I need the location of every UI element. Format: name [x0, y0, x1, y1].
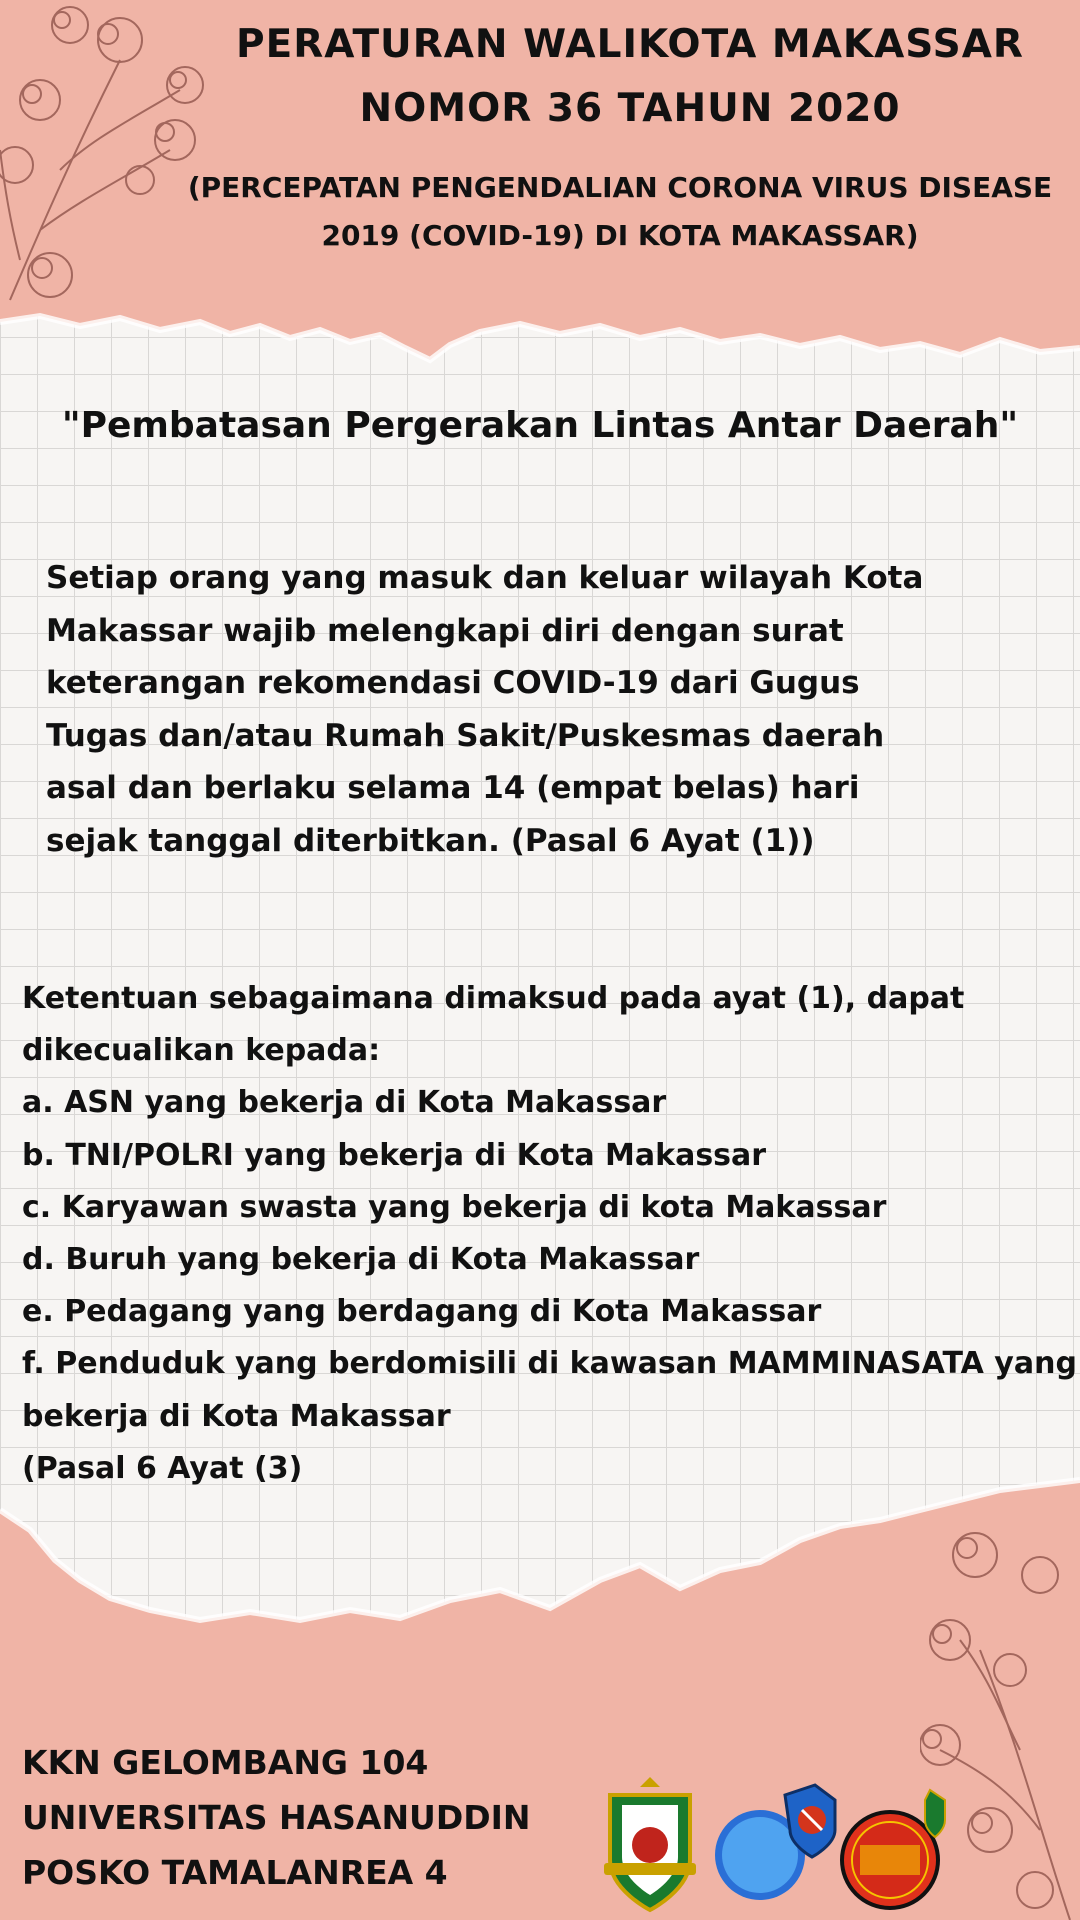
logos-row	[600, 1775, 960, 1915]
subtitle-line-2: 2019 (COVID-19) DI KOTA MAKASSAR)	[321, 219, 919, 252]
inovasi-badge-icon	[715, 1785, 835, 1900]
list-item: f. Penduduk yang berdomisili di kawasan MAMMINASATA yang	[22, 1346, 1077, 1382]
list-item: c. Karyawan swasta yang bekerja di kota Makassar	[22, 1189, 887, 1225]
makassar-crest-icon	[604, 1777, 696, 1910]
subtitle-line-1: (PERCEPATAN PENGENDALIAN CORONA VIRUS DISEASE	[187, 171, 1053, 204]
section-heading: "Pembatasan Pergerakan Lintas Antar Daerah"	[61, 405, 1019, 446]
exceptions-citation: (Pasal 6 Ayat (3)	[22, 1450, 303, 1486]
footer-line: KKN GELOMBANG 104	[22, 1743, 429, 1782]
main-paragraph	[46, 552, 946, 867]
list-item: e. Pedagang yang berdagang di Kota Makassar	[22, 1294, 822, 1330]
footer	[22, 1735, 531, 1900]
paragraph-line: keterangan rekomendasi COVID-19 dari Gugus	[46, 665, 860, 701]
exceptions-intro: dikecualikan kepada:	[22, 1033, 381, 1069]
kkn-tamalanrea-badge-icon	[842, 1790, 945, 1908]
flower-branch-top-left-icon	[0, 0, 230, 310]
paragraph-line: Tugas dan/atau Rumah Sakit/Puskesmas daerah	[46, 717, 885, 754]
list-item: b. TNI/POLRI yang bekerja di Kota Makassar	[22, 1137, 767, 1173]
paragraph-line: Makassar wajib melengkapi diri dengan surat	[46, 612, 844, 649]
list-item: a. ASN yang bekerja di Kota Makassar	[22, 1085, 667, 1121]
paragraph-line: sejak tanggal diterbitkan. (Pasal 6 Ayat (1))	[46, 822, 815, 859]
title-line-2: NOMOR 36 TAHUN 2020	[359, 86, 901, 131]
footer-line: POSKO TAMALANREA 4	[22, 1853, 448, 1892]
exceptions-intro: Ketentuan sebagaimana dimaksud pada ayat (1), dapat	[22, 981, 965, 1016]
footer-line: UNIVERSITAS HASANUDDIN	[22, 1798, 531, 1837]
title-line-1: PERATURAN WALIKOTA MAKASSAR	[236, 22, 1024, 67]
paragraph-line: asal dan berlaku selama 14 (empat belas) hari	[46, 770, 860, 806]
list-item: d. Buruh yang bekerja di Kota Makassar	[22, 1242, 700, 1278]
list-item: bekerja di Kota Makassar	[22, 1398, 451, 1434]
exceptions-list	[22, 973, 1080, 1495]
paragraph-line: Setiap orang yang masuk dan keluar wilayah Kota	[46, 560, 924, 596]
